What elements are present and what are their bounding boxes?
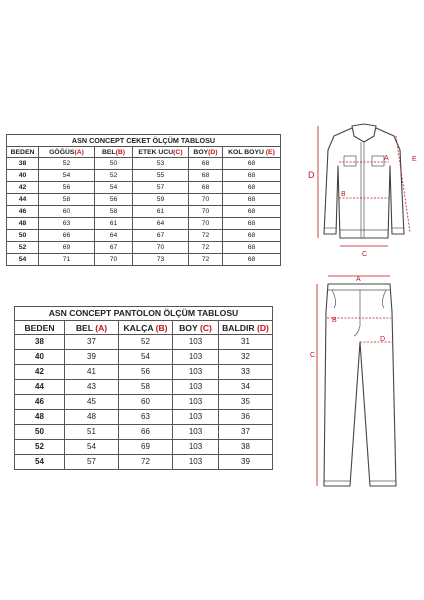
measure-cell: 34 xyxy=(219,380,273,395)
measure-cell: 66 xyxy=(119,425,173,440)
measure-cell: 58 xyxy=(39,194,95,206)
measure-cell: 56 xyxy=(95,194,133,206)
size-cell: 38 xyxy=(15,335,65,350)
measure-cell: 63 xyxy=(39,218,95,230)
jacket-header-1 xyxy=(39,147,95,158)
size-cell: 48 xyxy=(7,218,39,230)
measure-cell: 68 xyxy=(223,170,281,182)
measure-cell: 72 xyxy=(189,242,223,254)
measure-cell: 54 xyxy=(39,170,95,182)
table-row xyxy=(15,455,273,470)
measure-cell: 70 xyxy=(189,206,223,218)
jacket-header-3 xyxy=(133,147,189,158)
pants-table-body xyxy=(15,335,273,470)
header-text: BALDIR xyxy=(222,322,257,333)
measure-cell: 57 xyxy=(133,182,189,194)
measure-cell: 68 xyxy=(223,254,281,266)
measure-cell: 103 xyxy=(173,440,219,455)
table-row xyxy=(7,170,281,182)
size-cell: 44 xyxy=(15,380,65,395)
size-cell: 42 xyxy=(15,365,65,380)
pants-header-1 xyxy=(65,321,119,335)
header-text: KALÇA xyxy=(123,322,156,333)
measure-cell: 70 xyxy=(189,218,223,230)
measure-cell: 55 xyxy=(133,170,189,182)
measure-cell: 48 xyxy=(65,410,119,425)
pants-table-title: ASN CONCEPT PANTOLON ÖLÇÜM TABLOSU xyxy=(14,306,273,320)
jacket-table-title: ASN CONCEPT CEKET ÖLÇÜM TABLOSU xyxy=(6,134,281,146)
measure-cell: 103 xyxy=(173,350,219,365)
size-cell: 54 xyxy=(7,254,39,266)
jacket-header-2 xyxy=(95,147,133,158)
measure-cell: 103 xyxy=(173,455,219,470)
measure-cell: 68 xyxy=(223,182,281,194)
measure-cell: 36 xyxy=(219,410,273,425)
measure-cell: 73 xyxy=(133,254,189,266)
measure-cell: 60 xyxy=(39,206,95,218)
jacket-label-a: A xyxy=(384,155,389,162)
measure-cell: 52 xyxy=(39,158,95,170)
measure-cell: 53 xyxy=(133,158,189,170)
measure-cell: 64 xyxy=(133,218,189,230)
jacket-table-header-row xyxy=(7,147,281,158)
measure-cell: 58 xyxy=(119,380,173,395)
header-code: (D) xyxy=(208,148,218,156)
measure-cell: 45 xyxy=(65,395,119,410)
measure-cell: 64 xyxy=(95,230,133,242)
measure-cell: 59 xyxy=(133,194,189,206)
measure-cell: 33 xyxy=(219,365,273,380)
measure-cell: 70 xyxy=(189,194,223,206)
pants-header-3 xyxy=(173,321,219,335)
size-cell: 48 xyxy=(15,410,65,425)
measure-cell: 67 xyxy=(95,242,133,254)
size-cell: 50 xyxy=(15,425,65,440)
header-text: BOY xyxy=(193,148,209,156)
size-cell: 46 xyxy=(15,395,65,410)
jacket-outline xyxy=(324,124,404,238)
size-cell: 40 xyxy=(7,170,39,182)
header-text: GÖĞÜS xyxy=(49,148,75,156)
measure-cell: 68 xyxy=(189,170,223,182)
measure-cell: 103 xyxy=(173,425,219,440)
header-text: ETEK UCU xyxy=(138,148,174,156)
table-row xyxy=(7,230,281,242)
pants-label-b: B xyxy=(332,317,337,324)
measure-cell: 35 xyxy=(219,395,273,410)
jacket-size-table xyxy=(6,134,281,266)
measure-cell: 68 xyxy=(223,194,281,206)
pants-diagram xyxy=(304,272,414,502)
measure-cell: 69 xyxy=(39,242,95,254)
measure-cell: 103 xyxy=(173,380,219,395)
size-cell: 52 xyxy=(15,440,65,455)
size-cell: 40 xyxy=(15,350,65,365)
measure-cell: 54 xyxy=(95,182,133,194)
size-cell: 52 xyxy=(7,242,39,254)
jacket-diagram xyxy=(306,116,424,266)
jacket-label-e: E xyxy=(412,156,417,163)
size-cell: 42 xyxy=(7,182,39,194)
measure-cell: 32 xyxy=(219,350,273,365)
measure-cell: 68 xyxy=(189,182,223,194)
pants-header-0 xyxy=(15,321,65,335)
measure-cell: 72 xyxy=(189,254,223,266)
header-text: BEDEN xyxy=(24,322,55,333)
measure-cell: 52 xyxy=(95,170,133,182)
header-code: (A) xyxy=(95,322,108,333)
measure-cell: 103 xyxy=(173,395,219,410)
pants-label-c: C xyxy=(310,352,316,359)
table-row xyxy=(7,254,281,266)
measure-cell: 69 xyxy=(119,440,173,455)
measure-cell: 68 xyxy=(223,206,281,218)
jacket-label-b: B xyxy=(341,191,346,198)
pants-size-table xyxy=(14,306,273,470)
header-code: (D) xyxy=(256,322,269,333)
header-text: BEL xyxy=(101,148,116,156)
measure-cell: 37 xyxy=(65,335,119,350)
header-text: KOL BOYU xyxy=(228,148,266,156)
header-code: (B) xyxy=(155,322,168,333)
jacket-label-d: D xyxy=(308,170,315,180)
header-code: (A) xyxy=(74,148,84,156)
table-row xyxy=(15,425,273,440)
jacket-header-5 xyxy=(223,147,281,158)
header-text: BEL xyxy=(75,322,96,333)
table-row xyxy=(7,218,281,230)
table-row xyxy=(15,350,273,365)
table-row xyxy=(15,335,273,350)
measure-cell: 57 xyxy=(65,455,119,470)
measure-cell: 61 xyxy=(95,218,133,230)
table-row xyxy=(15,365,273,380)
table-row xyxy=(7,194,281,206)
size-cell: 50 xyxy=(7,230,39,242)
jacket-label-c: C xyxy=(362,251,368,258)
measure-cell: 68 xyxy=(223,158,281,170)
measure-cell: 72 xyxy=(119,455,173,470)
measure-cell: 68 xyxy=(223,230,281,242)
table-row xyxy=(7,242,281,254)
measure-cell: 43 xyxy=(65,380,119,395)
header-code: (C) xyxy=(173,148,183,156)
header-code: (C) xyxy=(199,322,212,333)
jacket-table-body xyxy=(7,158,281,266)
measure-cell: 103 xyxy=(173,410,219,425)
measure-cell: 31 xyxy=(219,335,273,350)
table-row xyxy=(15,440,273,455)
measure-cell: 103 xyxy=(173,335,219,350)
measure-cell: 41 xyxy=(65,365,119,380)
table-row xyxy=(15,395,273,410)
pants-table-header-row xyxy=(15,321,273,335)
measure-cell: 70 xyxy=(133,242,189,254)
header-text: BEDEN xyxy=(10,148,35,156)
measure-cell: 60 xyxy=(119,395,173,410)
size-cell: 38 xyxy=(7,158,39,170)
header-code: (B) xyxy=(115,148,126,156)
measure-cell: 51 xyxy=(65,425,119,440)
table-row xyxy=(15,380,273,395)
size-cell: 46 xyxy=(7,206,39,218)
pants-label-d: D xyxy=(380,336,386,343)
measure-cell: 71 xyxy=(39,254,95,266)
size-cell: 54 xyxy=(15,455,65,470)
measure-cell: 68 xyxy=(223,218,281,230)
table-row xyxy=(7,206,281,218)
measure-cell: 70 xyxy=(95,254,133,266)
pants-header-4 xyxy=(219,321,273,335)
pants-label-a: A xyxy=(356,276,361,283)
measure-cell: 39 xyxy=(219,455,273,470)
pants-header-2 xyxy=(119,321,173,335)
measure-cell: 67 xyxy=(133,230,189,242)
measure-cell: 54 xyxy=(119,350,173,365)
jacket-header-4 xyxy=(189,147,223,158)
header-code: (E) xyxy=(265,148,275,156)
measure-cell: 72 xyxy=(189,230,223,242)
jacket-header-0 xyxy=(7,147,39,158)
measure-cell: 56 xyxy=(39,182,95,194)
measure-cell: 103 xyxy=(173,365,219,380)
measure-cell: 68 xyxy=(189,158,223,170)
table-row xyxy=(15,410,273,425)
pants-outline xyxy=(324,284,396,486)
table-row xyxy=(7,182,281,194)
measure-cell: 50 xyxy=(95,158,133,170)
header-text: BOY xyxy=(179,322,200,333)
measure-cell: 58 xyxy=(95,206,133,218)
measure-cell: 38 xyxy=(219,440,273,455)
measure-cell: 61 xyxy=(133,206,189,218)
measure-cell: 66 xyxy=(39,230,95,242)
measure-cell: 54 xyxy=(65,440,119,455)
measure-cell: 63 xyxy=(119,410,173,425)
size-cell: 44 xyxy=(7,194,39,206)
measure-cell: 39 xyxy=(65,350,119,365)
table-row xyxy=(7,158,281,170)
measure-cell: 68 xyxy=(223,242,281,254)
measure-cell: 52 xyxy=(119,335,173,350)
measure-cell: 37 xyxy=(219,425,273,440)
measure-cell: 56 xyxy=(119,365,173,380)
